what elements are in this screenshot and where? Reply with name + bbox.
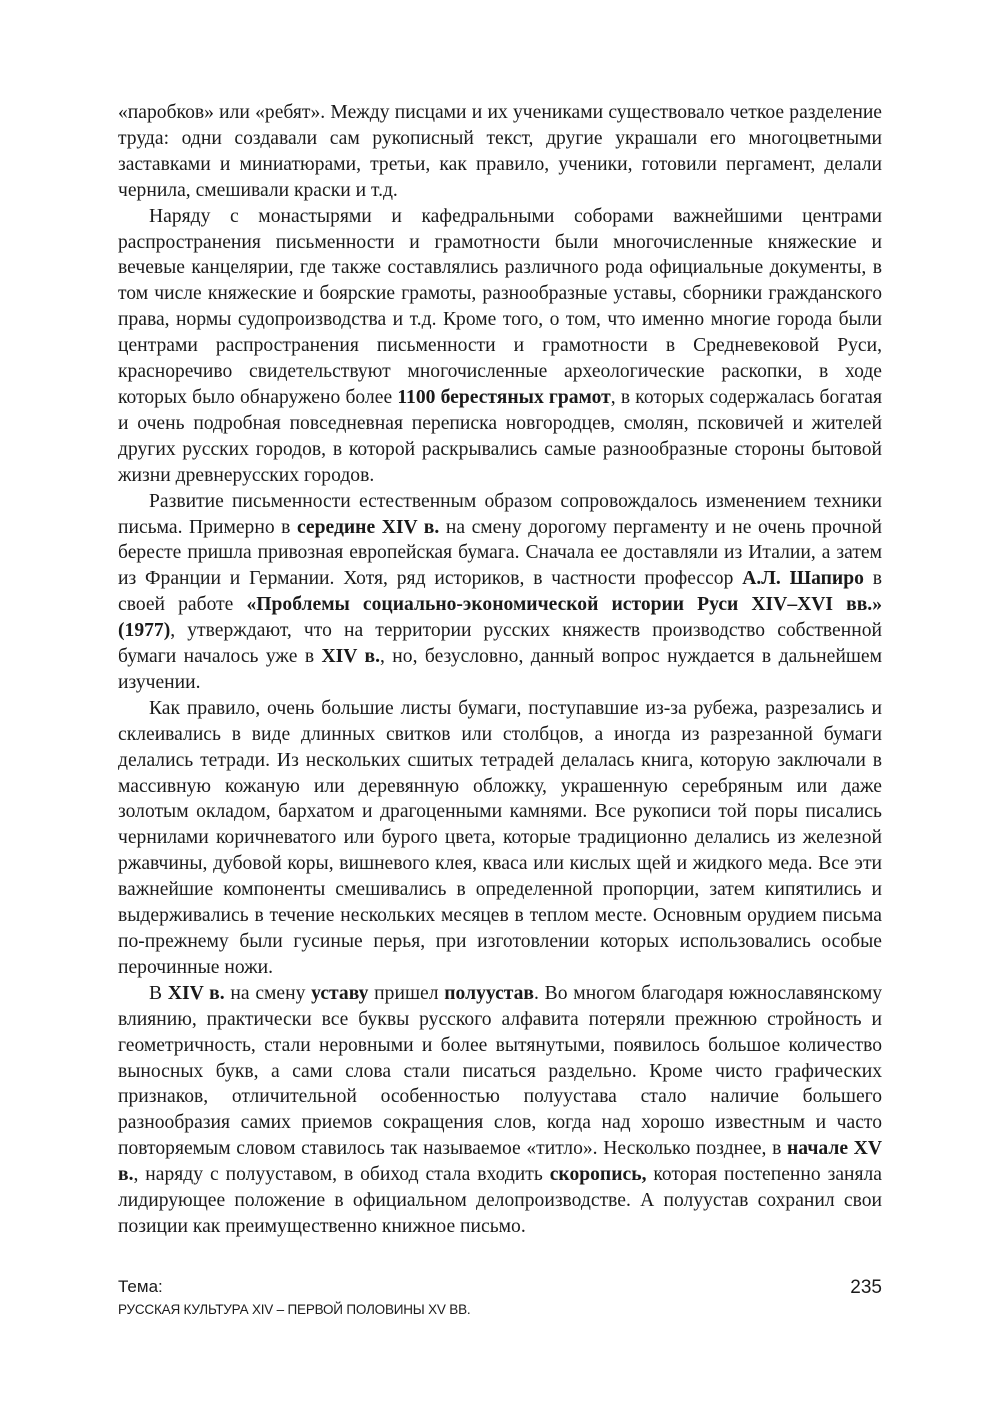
bold-term: «Проблемы социально-экономической истории Руси XIV–XVI вв.» (1977) [118, 594, 882, 642]
text-run: . Во многом благодаря южнославянскому влиянию, практически все буквы русского алфавита потеряли прежнюю стройность и геометричность, стали неровными и более вытянутыми, появилось большое количество выносных букв, а сами слова стали писаться раздельно. Кроме чисто графических признаков, отличительной особенностью полуустава стало наличие большего разнообразия самих приемов сокращения слов, когда над хорошо известным и часто повторяемым словом ставилось так называемое «титло». Несколько позднее, в [118, 982, 883, 1160]
paragraph [118, 100, 882, 204]
text-run: на смену [224, 982, 312, 1004]
text-run: в своей работе [118, 568, 882, 616]
text-run: В [149, 982, 168, 1004]
bold-term: 1100 берестяных грамот [397, 386, 611, 408]
text-run: «паробков» или «ребят». Между писцами и их учениками существовало четкое разделение труда: одни создавали сам рукописный текст, другие украшали его многоцветными заставками и миниатюрами, третьи, как правило, ученики, готовили пергамент, делали чернила, смешивали краски и т.д. [118, 102, 882, 201]
bold-term: середине XIV в. [296, 516, 440, 538]
bold-term: уставу [311, 982, 369, 1004]
paragraph [118, 981, 882, 1240]
body-text [118, 100, 882, 1240]
bold-term: скоропись, [549, 1164, 647, 1186]
text-run: на смену дорогому пергаменту и не очень прочной бересте пришла привозная европейская бумага. Сначала ее доставляли из Италии, а затем из Франции и Германии. Хотя, ряд историков, в частности профессор [118, 516, 882, 590]
bold-term: полуустав [444, 982, 535, 1004]
text-run: которая постепенно заняла лидирующее положение в официальном делопроизводстве. А полуустав сохранил свои позиции как преимущественно книжное письмо. [118, 1164, 882, 1237]
paragraph [118, 489, 882, 696]
paragraph [118, 204, 882, 489]
bold-term: XIV в. [321, 646, 380, 668]
footer-topic-label: Тема: [118, 1277, 163, 1296]
bold-term: начале XV в. [118, 1138, 882, 1186]
text-run: пришел [368, 982, 445, 1004]
page-number: 235 [850, 1277, 882, 1298]
text-run: , наряду с полууставом, в обиход стала входить [133, 1164, 550, 1186]
text-run: Развитие письменности естественным образом сопровождалось изменением техники письма. Примерно в [118, 490, 882, 538]
text-run: Наряду с монастырями и кафедральными соборами важнейшими центрами распространения письменности и грамотности были многочисленные княжеские и вечевые канцелярии, где также составлялись различного рода официальные документы, в том числе княжеские и боярские грамоты, разнообразные уставы, сборники гражданского права, нормы судопроизводства и т.д. Кроме того, о том, что именно многие города были центрами распространения письменности и грамотности в Средневековой Руси, красноречиво свидетельствуют многочисленные археологические раскопки, в ходе которых было обнаружено более [118, 205, 882, 408]
footer-topic-title: РУССКАЯ КУЛЬТУРА XIV – ПЕРВОЙ ПОЛОВИНЫ XV ВВ. [118, 1302, 471, 1317]
text-run: , утверждают, что на территории русских княжеств производство собственной бумаги началось уже в [118, 620, 882, 668]
paragraph [118, 696, 882, 981]
text-run: , но, безусловно, данный вопрос нуждается в дальнейшем изучении. [118, 646, 882, 693]
bold-term: А.Л. Шапиро [742, 568, 864, 590]
text-run: Как правило, очень большие листы бумаги, поступавшие из-за рубежа, разрезались и склеивались в виде длинных свитков или столбцов, а иногда из разрезанной бумаги делались тетради. Из нескольких сшитых тетрадей делалась книга, которую заключали в массивную кожаную или деревянную обложку, украшенную серебряным или даже золотым окладом, бархатом и драгоценными камнями. Все рукописи той поры писались чернилами коричневатого или бурого цвета, которые традиционно делались из железной ржавчины, дубовой коры, вишневого клея, кваса или кислых щей и жидкого меда. Все эти важнейшие компоненты смешивались в определенной пропорции, затем кипятились и выдерживались в течение нескольких месяцев в теплом месте. Основным орудием письма по-прежнему были гусиные перья, при изготовлении которых использовались особые перочинные ножи. [118, 697, 882, 978]
text-run: , в которых содержалась богатая и очень подробная повседневная переписка новгородцев, смолян, псковичей и жителей других русских городов, в которой раскрывались самые разнообразные стороны бытовой жизни древнерусских городов. [118, 386, 882, 486]
bold-term: XIV в. [167, 982, 225, 1004]
page-footer [118, 1277, 882, 1319]
